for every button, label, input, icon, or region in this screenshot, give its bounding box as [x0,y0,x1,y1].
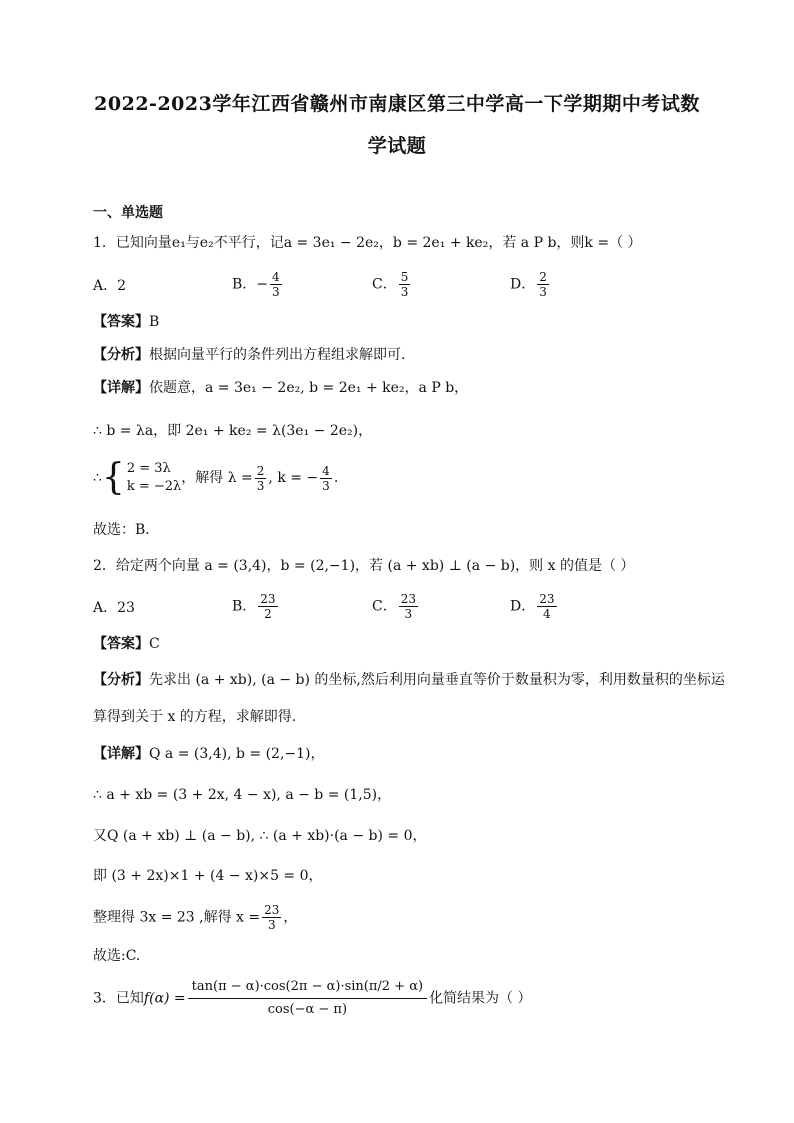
q2-detail-5-prefix: 整理得 3x = 23 ,解得 x = [93,909,261,926]
q2-answer [93,634,160,654]
q1-detail-3-mid: ，解得 λ = [181,470,253,486]
q2-option-d-prefix: D． [510,598,536,615]
q2-option-c-prefix: C． [372,598,397,615]
q2-option-b-denominator: 2 [264,607,272,621]
analysis-tag: 【分析】 [93,347,149,363]
q1-option-b [232,270,284,299]
q2-detail-4: 即 (3 + 2x)×1 + (4 − x)×5 = 0， [93,868,323,884]
q2-stem: 2．给定两个向量 a = (3,4)，b = (2,−1)，若 (a + xb) ⊥ (a − b)，则 x 的值是（ ） [93,558,635,574]
q1-detail-3 [93,457,339,498]
answer-tag: 【答案】 [93,636,149,652]
system-row-2: k = −2λ [126,479,182,494]
q2-option-b-prefix: B． [232,598,257,615]
k-denominator: 3 [322,478,330,493]
q2-detail-1 [93,744,325,764]
q1-option-a: A．2 [93,278,127,294]
q2-option-d-numerator: 23 [539,592,555,606]
q2-option-a: A．23 [93,600,135,616]
q2-answer-value: C [149,636,160,652]
q2-option-c [372,592,420,621]
q1-analysis-text: 根据向量平行的条件列出方程组求解即可. [149,347,406,363]
q2-option-d-denominator: 4 [543,607,551,621]
detail-tag: 【详解】 [93,380,149,396]
q1-option-b-prefix: B．− [232,276,269,293]
q1-option-c [372,270,412,299]
q1-analysis [93,345,405,365]
q1-option-c-numerator: 5 [400,270,409,284]
q2-choose: 故选:C. [93,948,141,964]
therefore-symbol: ∴ [93,470,102,486]
q1-option-c-prefix: C． [372,276,397,293]
q3-stem [93,976,532,1021]
q2-analysis-1 [93,670,725,690]
q2-detail-5-end: ， [283,909,298,926]
system-row-1: 2 = 3λ [126,461,171,476]
q1-detail-2: ∴ b = λa，即 2e₁ + ke₂ = λ(3e₁ − 2e₂)， [93,423,373,439]
q2-detail-1-text: Q a = (3,4), b = (2,−1)， [149,746,325,762]
lambda-denominator: 3 [256,478,265,493]
q1-option-d-prefix: D． [510,276,536,293]
q2-analysis-text-1: 先求出 (a + xb), (a − b) 的坐标,然后利用向量垂直等价于数量积为零，利用数量积的坐标运 [149,672,725,688]
q2-analysis-2: 算得到关于 x 的方程，求解即得. [93,709,297,725]
x-denominator: 3 [267,918,276,932]
q1-option-b-numerator: 4 [272,270,280,284]
q2-option-c-numerator: 23 [400,592,416,606]
k-numerator: 4 [322,463,330,478]
q2-option-b [232,592,280,621]
q3-numerator: tan(π − α)·cos(2π − α)·sin(π/2 + α) [188,976,427,999]
q1-detail-3-k: , k = − [268,470,319,486]
q1-option-b-denominator: 3 [272,285,280,299]
q3-denominator: cos(−α − π) [267,1002,348,1017]
x-numerator: 23 [264,903,280,917]
q1-option-d [510,270,551,299]
q1-detail-1 [93,378,468,398]
q2-option-b-numerator: 23 [260,592,276,606]
lambda-numerator: 2 [256,463,265,478]
q1-option-d-denominator: 3 [539,285,547,299]
detail-tag: 【详解】 [93,746,149,762]
q1-answer [93,312,159,332]
q1-choose: 故选：B． [93,522,160,538]
q3-prefix: 3．已知 [93,990,144,1007]
q1-option-d-numerator: 2 [539,270,547,284]
answer-tag: 【答案】 [93,314,149,330]
document-title-line-1: 2022-2023学年江西省赣州市南康区第三中学高一下学期期中考试数 [94,93,700,115]
q1-detail-3-end: . [333,470,339,486]
q2-detail-3: 又Q (a + xb) ⊥ (a − b), ∴ (a + xb)·(a − b) = 0， [93,828,427,844]
q1-stem: 1．已知向量e₁与e₂不平行，记a = 3e₁ − 2e₂，b = 2e₁ + ke₂，若 a P b，则k =（ ） [93,235,642,251]
q2-option-c-denominator: 3 [404,607,413,621]
section-heading: 一、单选题 [93,205,163,221]
q3-suffix: 化简结果为（ ） [429,990,532,1007]
q1-detail-1-text: 依题意，a = 3e₁ − 2e₂, b = 2e₁ + ke₂，a P b， [149,380,469,396]
equation-system: { 2 = 3λ k = −2λ [101,457,182,498]
q2-detail-5 [93,903,297,932]
q3-function-name: f(α) = [143,990,186,1007]
document-title-line-2: 学试题 [367,135,427,157]
analysis-tag: 【分析】 [93,672,149,688]
q1-answer-value: B [149,314,160,330]
q2-detail-2: ∴ a + xb = (3 + 2x, 4 − x), a − b = (1,5)， [93,787,392,803]
q2-option-d [510,592,559,621]
q1-option-c-denominator: 3 [400,285,409,299]
